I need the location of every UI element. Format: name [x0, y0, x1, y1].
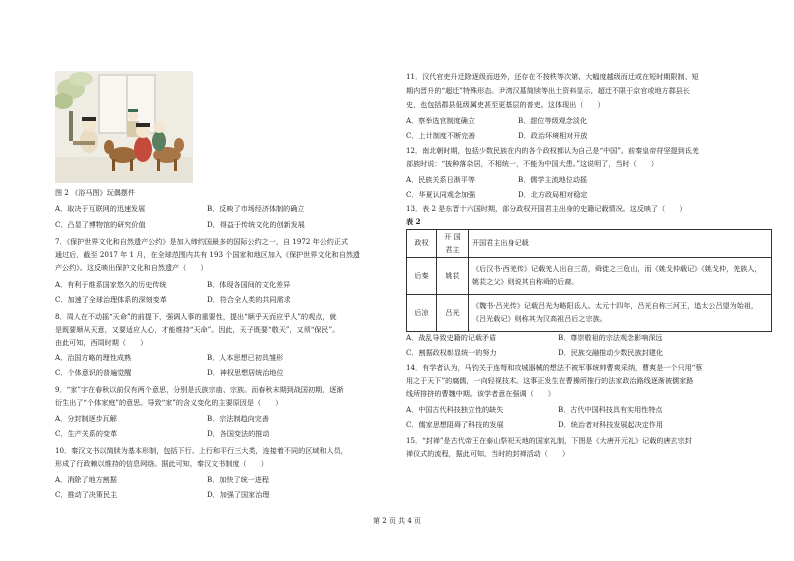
q11-line-3: 史，也包括郡县低级属吏甚至更基层的普吏。这体现出（ ） — [406, 100, 605, 109]
q15-line-1: 15．“封禅”是古代帝王在泰山祭祀天地的国家礼制，下图是《大唐开元礼》记载的唐玄宗封 — [406, 436, 692, 445]
header-ruler: 开 国 君主 — [437, 230, 469, 258]
q7-line-1: 7．《保护世界文化和自然遗产公约》是加入缔约国最多的国际公约之一，自 1972 年公约正式 — [55, 237, 349, 246]
q9-option-a: A．分封制逐步瓦解 — [55, 414, 117, 423]
q6-option-d: D．得益于传统文化的创新发展 — [207, 220, 305, 229]
q9-option-d: D．各国变法的推动 — [207, 429, 270, 438]
header-regime: 政权 — [407, 230, 437, 258]
q12-line-2: 部族时说：“披种落杂居，不相统一，不能为中国大患。”这说明了，当时（ ） — [406, 159, 658, 168]
q12-option-c: C．华夏认同观念加强 — [406, 190, 476, 199]
doll-ornament-photo — [55, 71, 193, 183]
table-row — [407, 295, 772, 332]
q15-line-2: 禅仪式的流程，据此可知，当时的封禅活动（ ） — [406, 449, 570, 458]
figure-caption: 图 2 《浴马图》玩偶摆件 — [55, 188, 135, 197]
q10-option-b: B．加快了统一进程 — [207, 475, 269, 484]
q8-option-d: D．神权思想居统治地位 — [207, 368, 284, 377]
q11-option-d: D．政治环境相对开放 — [518, 131, 588, 140]
row-record: 《后汉书·西羌传》记载羌人出自三苗，舜徙之三危山，而《姚戈仲载记》《姚戈仲，羌族人，姚苌之父》则说其自称舜的后裔。 — [469, 258, 772, 295]
q7-line-3: 产公约》。这反映出保护文化和自然遗产（ ） — [55, 263, 208, 272]
q11-line-1: 11．汉代官吏升迁除逐级而进外，还存在不按秩等次第、大幅度越级而迁或在短时期限制、短 — [406, 72, 699, 81]
row-ruler: 吕光 — [437, 295, 469, 332]
q9-option-b: B．宗法制趋向完善 — [207, 414, 269, 423]
q6-option-c: C．凸显了博物馆的研究价值 — [55, 220, 146, 229]
page-number: 第 2 页 共 4 页 — [372, 517, 422, 525]
q12-line-1: 12．南北朝时期，包括少数民族在内的各个政权都认为自己是“中国”。前秦皇帝苻坚提到氐羌 — [406, 146, 699, 155]
q8-line-3: 由此可知，西周时期（ ） — [55, 338, 148, 347]
q11-option-b: B．甜位等级观念淡化 — [518, 116, 588, 125]
row-ruler: 姚苌 — [437, 258, 469, 295]
row-record: 《魏书·吕光传》记载吕光为略阳氐人。太元十四年，吕光自称三河王，追太公吕望为始祖，《吕光载记》则称其为汉高祖吕后之宗族。 — [469, 295, 772, 332]
q14-line-3: 线所排挤的曹魏中期。该学者意在强调（ ） — [406, 389, 555, 398]
doll-figures-illustration — [55, 71, 193, 183]
q7-option-b: B．体现各国间的文化差异 — [207, 280, 291, 289]
q6-option-a: A．取决于互联网的迅速发展 — [55, 204, 146, 213]
q14-option-a: A．中国古代科技独立性的缺失 — [406, 405, 504, 414]
q14-option-c: C．儒家思想阻碍了科技的发展 — [406, 420, 504, 429]
q8-option-c: C．个体意识的普遍觉醒 — [55, 368, 132, 377]
q13-option-a: A．战乱导致史籍的记载矛盾 — [406, 333, 497, 342]
q8-option-b: B．人本思想已初具雏形 — [207, 353, 284, 362]
q11-option-c: C．上计制度不断完善 — [406, 131, 476, 140]
q14-option-d: D．统治者对科技发展起决定作用 — [558, 420, 663, 429]
q12-option-a: A．民族关系日渐平等 — [406, 175, 475, 184]
q7-line-2: 通过后，截至 2017 年 1 月，在全球范围内共有 193 个国家和地区加入《保护世界文化和自然遗 — [55, 250, 361, 259]
q8-line-2: 是既要顺从天意，又要适应人心，才能维持“天命”。因此，天子既要“敬天”，又须“保民”。 — [55, 325, 340, 334]
q7-option-a: A．有利于维系国家悠久的历史传统 — [55, 280, 167, 289]
q13-stem: 13．表 2 是东晋十六国时期，部分政权开国君主出身的史籍记载情况。这反映了（ ） — [406, 204, 687, 213]
q12-option-d: D．北方政局相对稳定 — [518, 190, 588, 199]
q8-option-a: A．治国方略的理性成熟 — [55, 353, 132, 362]
table-row — [407, 258, 772, 295]
q11-option-a: A．察举选官制度确立 — [406, 116, 475, 125]
q8-line-1: 8．周人在不动摇“天命”的前提下，强调人事的重要性，提出“顺乎天而应乎人”的观点，就 — [55, 312, 337, 321]
q11-line-2: 期内晋升的“超迁”特殊形态。尹湾汉墓简牍等出土资料显示，超迁不限于京官或地方郡县长 — [406, 86, 690, 95]
q10-line-1: 10．秦汉文书以简牍为基本形制，包括下行、上行和平行三大类，连接着不同的区域和人员， — [55, 446, 348, 455]
q10-option-d: D．加强了国家治理 — [207, 490, 270, 499]
q10-line-2: 形成了行政赖以维持的信息网络。据此可知，秦汉文书制度（ ） — [55, 459, 268, 468]
q12-option-b: B．儒学主流地位动摇 — [518, 175, 588, 184]
q9-line-2: 衍生出了“个体家庭”的意思。导致“家”的含义变化的主要原因是（ ） — [55, 398, 283, 407]
q10-option-a: A．消除了地方割据 — [55, 475, 117, 484]
header-record: 开国君主出身记载 — [469, 230, 772, 258]
q14-line-1: 14．有学者认为，马钧关于连弩和攻城器械的想法不被军事统帅曹爽采纳，曹爽是一个只用“蔡 — [406, 363, 703, 372]
q9-option-c: C．生产关系的变革 — [55, 429, 118, 438]
table-2 — [406, 229, 772, 332]
q6-option-b: B．反映了市场经济体制的确立 — [207, 204, 305, 213]
q14-line-2: 用之于天下”的腐儒，一向轻视技术。这事正发生在曹操所推行的法家政治路线逐渐被儒家路 — [406, 376, 694, 385]
row-regime: 后秦 — [407, 258, 437, 295]
q13-option-b: B．尊崇敬祖的宗法观念影响深远 — [558, 333, 663, 342]
q7-option-c: C．加速了全球治理体系的深刻变革 — [55, 295, 167, 304]
q10-option-c: C．推动了决策民主 — [55, 490, 118, 499]
q13-option-c: C．割据政权彰显统一的努力 — [406, 348, 497, 357]
table-label: 表 2 — [406, 217, 421, 226]
q14-option-b: B．古代中国科技具有实用性特点 — [558, 405, 663, 414]
table-header-row — [407, 230, 772, 258]
q13-option-d: D．民族交融推动少数民族封建化 — [558, 348, 663, 357]
q9-line-1: 9．“家”字在春秋以前仅有两个意思，分别是氏族宗庙、宗族。而春秋末期到战国初期，逐渐 — [55, 385, 344, 394]
q7-option-d: D．符合全人类的共同需求 — [207, 295, 291, 304]
row-regime: 后凉 — [407, 295, 437, 332]
